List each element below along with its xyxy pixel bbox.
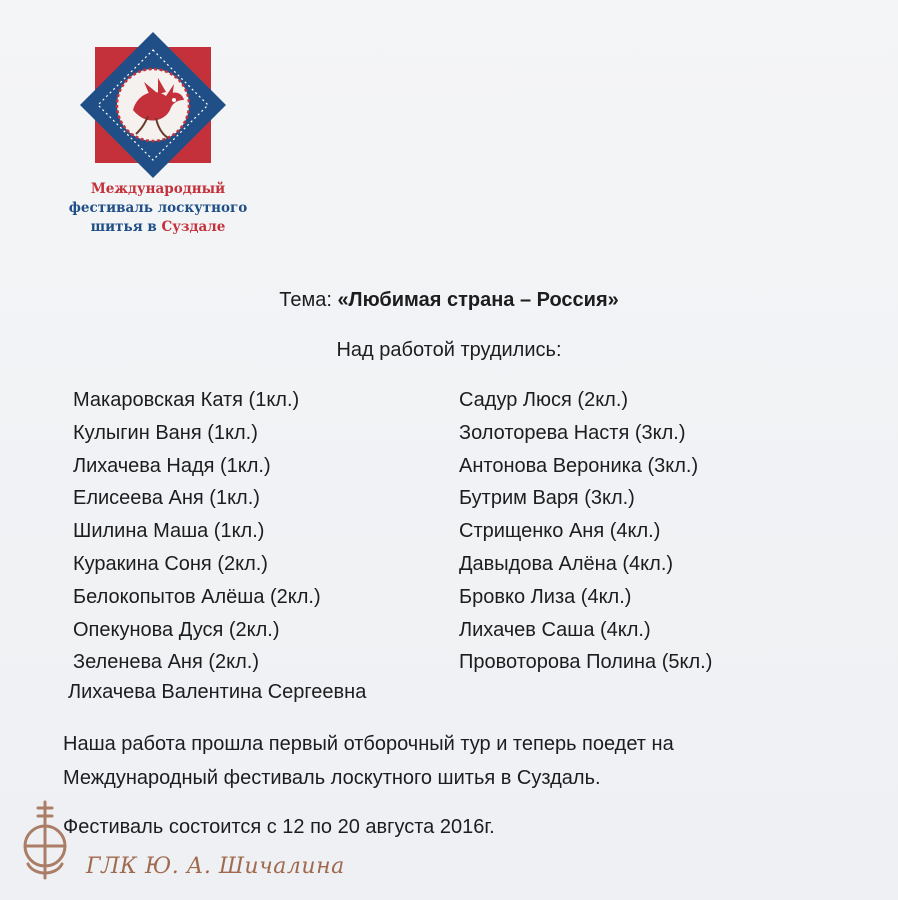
participant: Елисеева Аня (1кл.) <box>73 487 260 510</box>
festival-dates: Фестиваль состоится с 12 по 20 августа 2016г. <box>63 816 495 838</box>
watermark-text: ГЛК Ю. А. Шичалина <box>86 854 345 879</box>
festival-logo <box>78 30 228 180</box>
participant: Провоторова Полина (5кл.) <box>459 651 713 674</box>
teacher-name: Лихачева Валентина Сергеевна <box>68 681 367 703</box>
participant: Кулыгин Ваня (1кл.) <box>73 421 258 444</box>
participant: Давыдова Алёна (4кл.) <box>459 552 674 575</box>
logo-caption-line2: фестиваль лоскутного <box>68 200 248 216</box>
participants-left-list <box>73 384 321 679</box>
participant: Макаровская Катя (1кл.) <box>73 389 300 411</box>
participant: Зеленева Аня (2кл.) <box>73 651 259 674</box>
logo-caption-line1: Международный <box>90 181 226 197</box>
participant: Бутрим Варя (3кл.) <box>459 487 635 510</box>
participants-right-list <box>459 384 712 679</box>
participant: Золоторева Настя (3кл.) <box>459 421 686 444</box>
participant: Садур Люся (2кл.) <box>459 389 629 411</box>
theme-title: «Любимая страна – Россия» <box>337 289 619 311</box>
info-paragraph-line1: Наша работа прошла первый отборочный тур и теперь поедет на <box>63 733 674 755</box>
participant: Куракина Соня (2кл.) <box>73 552 268 575</box>
theme-line <box>0 289 898 312</box>
theme-label: Тема: <box>279 289 338 311</box>
participant: Стрищенко Аня (4кл.) <box>459 520 661 543</box>
participant: Лихачева Надя (1кл.) <box>73 454 271 477</box>
logo-caption <box>58 180 258 237</box>
info-paragraph-line2: Международный фестиваль лоскутного шитья в Суздаль. <box>63 767 601 789</box>
logo-caption-line3 <box>58 218 258 237</box>
participant: Антонова Вероника (3кл.) <box>459 454 699 477</box>
participant: Лихачев Саша (4кл.) <box>459 618 651 641</box>
participant: Опекунова Дуся (2кл.) <box>73 618 280 641</box>
participant: Бровко Лиза (4кл.) <box>459 585 632 608</box>
participant: Шилина Маша (1кл.) <box>73 520 265 543</box>
logo-caption-city: Суздале <box>161 219 226 235</box>
logo-caption-line3-prefix: шитья в <box>90 219 162 235</box>
info-paragraph <box>63 727 674 795</box>
participant: Белокопытов Алёша (2кл.) <box>73 585 321 608</box>
worked-label: Над работой трудились: <box>336 339 562 361</box>
